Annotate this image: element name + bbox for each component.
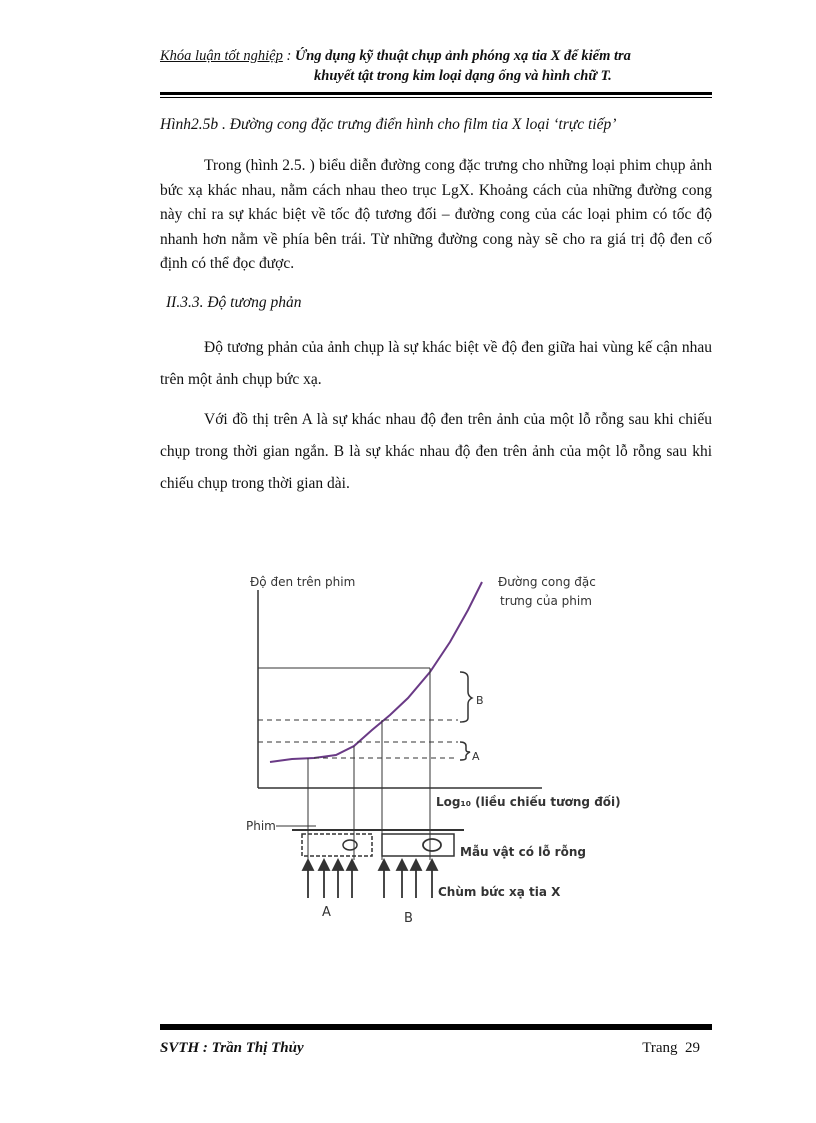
page-footer — [160, 1040, 712, 1057]
page-header — [160, 46, 712, 86]
x-axis-label: Log₁₀ (liều chiếu tương đối) — [436, 795, 621, 809]
page-label: Trang — [642, 1040, 678, 1056]
characteristic-curve — [270, 582, 482, 762]
subheading: II.3.3. Độ tương phản — [166, 294, 302, 311]
curve-label-2: trưng của phim — [500, 594, 592, 608]
sample-block-a — [302, 834, 372, 856]
beam-arrows-a — [303, 860, 357, 898]
y-axis-label: Độ đen trên phim — [250, 575, 356, 589]
footer-rule — [160, 1024, 712, 1030]
bracket-a — [460, 742, 470, 760]
group-a-label: A — [322, 905, 331, 920]
figure-caption: Hình2.5b . Đường cong đặc trưng điển hình cho film tia X loại ‘trực tiếp’ — [160, 116, 617, 133]
beam-arrows-b — [379, 860, 437, 898]
paragraph-1-text: Trong (hình 2.5. ) biểu diễn đường cong đặc trưng cho những loại phim chụp ảnh bức xạ khác nhau, nằm cách nhau theo trục LgX. Khoảng cách của những đường cong này chỉ ra sự khác biệt về tốc độ tương đối – đường cong của các loại phim có tốc độ nhanh hơn nằm về phía bên trái. Từ những đường cong này sẽ cho ra giá trị độ đen cố định có thể đọc được. — [160, 157, 712, 272]
header-rule — [160, 92, 712, 95]
characteristic-curve-figure — [232, 560, 632, 940]
group-b-label: B — [404, 911, 413, 926]
curve-label-1: Đường cong đặc — [498, 575, 596, 589]
film-label: Phim — [246, 819, 276, 833]
paragraph-2 — [160, 332, 712, 396]
footer-author: SVTH : Trần Thị Thủy — [160, 1040, 304, 1056]
sample-label: Mẫu vật có lỗ rỗng — [460, 845, 586, 859]
paragraph-3-text: Với đồ thị trên A là sự khác nhau độ đen trên ảnh của một lỗ rỗng sau khi chiếu chụp trong thời gian ngắn. B là sự khác nhau độ đen trên ảnh của một lỗ rỗng sau khi chiếu chụp trong thời gian dài. — [160, 411, 712, 492]
paragraph-2-text: Độ tương phản của ảnh chụp là sự khác biệt về độ đen giữa hai vùng kế cận nhau trên một ảnh chụp bức xạ. — [160, 339, 712, 388]
header-rule-thin — [160, 97, 712, 98]
page-number — [642, 1040, 700, 1057]
paragraph-1 — [160, 154, 712, 277]
header-label: Khóa luận tốt nghiệp — [160, 48, 283, 64]
sample-block-b — [382, 834, 454, 856]
header-title-line1: Ứng dụng kỹ thuật chụp ảnh phóng xạ tia X để kiểm tra — [294, 48, 631, 64]
paragraph-3 — [160, 404, 712, 500]
bracket-b — [460, 672, 472, 722]
beam-label: Chùm bức xạ tia X — [438, 885, 561, 899]
void-b — [423, 839, 441, 851]
void-a — [343, 840, 357, 850]
header-sep: : — [282, 48, 295, 64]
header-title-line2: khuyết tật trong kim loại dạng ống và hình chữ T. — [314, 68, 612, 84]
page-number-value: 29 — [685, 1040, 700, 1056]
bracket-a-label: A — [472, 750, 480, 763]
bracket-b-label: B — [476, 694, 484, 707]
